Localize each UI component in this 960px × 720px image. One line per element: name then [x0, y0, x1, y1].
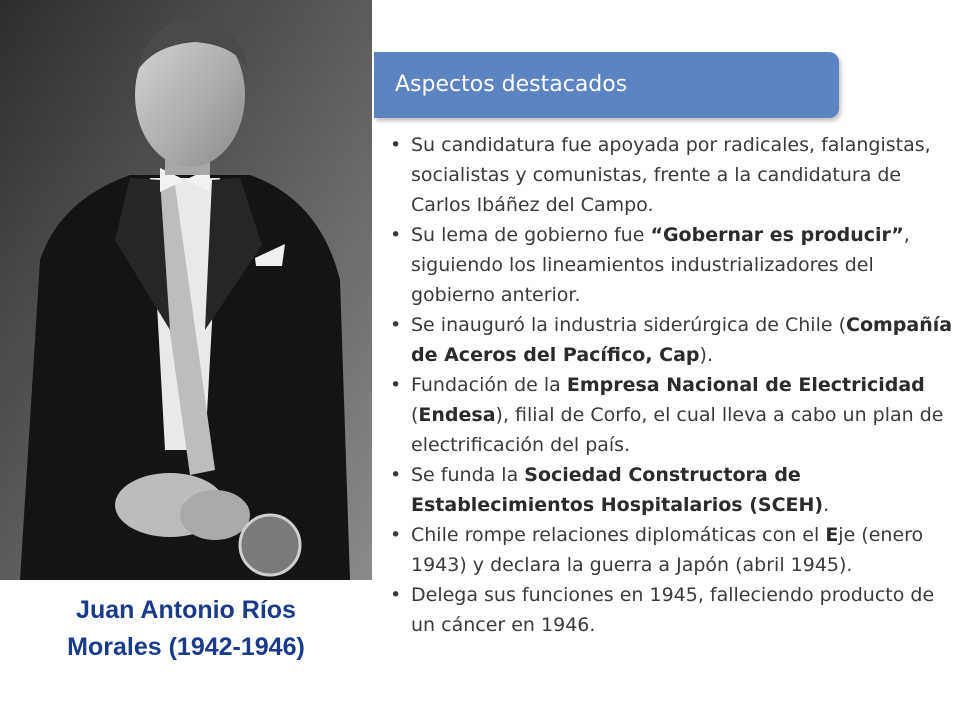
text-segment: ). [699, 344, 713, 366]
text-segment: Fundación de la [411, 374, 567, 396]
bold-text: “Gobernar es producir” [650, 224, 904, 246]
text-segment: ), filial de Corfo, el cual lleva a cabo un plan de electrificación del país. [411, 404, 944, 456]
caption-line-2: Morales (1942-1946) [67, 633, 305, 661]
highlights-list [384, 130, 956, 640]
bold-text: Sociedad Constructora de Establecimientos Hospitalarios (SCEH) [411, 464, 824, 516]
highlights-header [374, 52, 839, 118]
text-segment: ( [411, 404, 419, 426]
text-segment: , siguiendo los lineamientos industrializadores del gobierno anterior. [411, 224, 910, 306]
list-item [384, 310, 956, 370]
portrait-illustration [0, 0, 372, 580]
list-item [384, 220, 956, 310]
text-segment: Chile rompe relaciones diplomáticas con el [411, 524, 826, 546]
bold-text: Compañía de Aceros del Pacífico, Cap [411, 314, 953, 366]
list-item [384, 520, 956, 580]
list-item [384, 460, 956, 520]
highlights-title: Aspectos destacados [395, 72, 628, 97]
portrait-caption [0, 592, 372, 666]
list-item [384, 130, 956, 220]
text-segment: Se inauguró la industria siderúrgica de Chile ( [411, 314, 846, 336]
text-segment: . [823, 494, 830, 516]
list-item [384, 580, 956, 640]
text-segment: je (enero 1943) y declara la guerra a Japón (abril 1945). [411, 524, 924, 576]
text-segment: Su candidatura fue apoyada por radicales, falangistas, socialistas y comunistas, frente a la candidatura de Carlos Ibáñez del Campo. [411, 134, 931, 216]
list-item [384, 370, 956, 460]
bold-text: Empresa Nacional de Electricidad [566, 374, 925, 396]
portrait-photo [0, 0, 372, 580]
caption-line-1: Juan Antonio Ríos [76, 596, 296, 624]
bold-text: Endesa [418, 404, 496, 426]
text-segment: Su lema de gobierno fue [411, 224, 651, 246]
bold-text: E [825, 524, 839, 546]
text-segment: Delega sus funciones en 1945, falleciendo producto de un cáncer en 1946. [411, 584, 935, 636]
text-segment: Se funda la [411, 464, 525, 486]
